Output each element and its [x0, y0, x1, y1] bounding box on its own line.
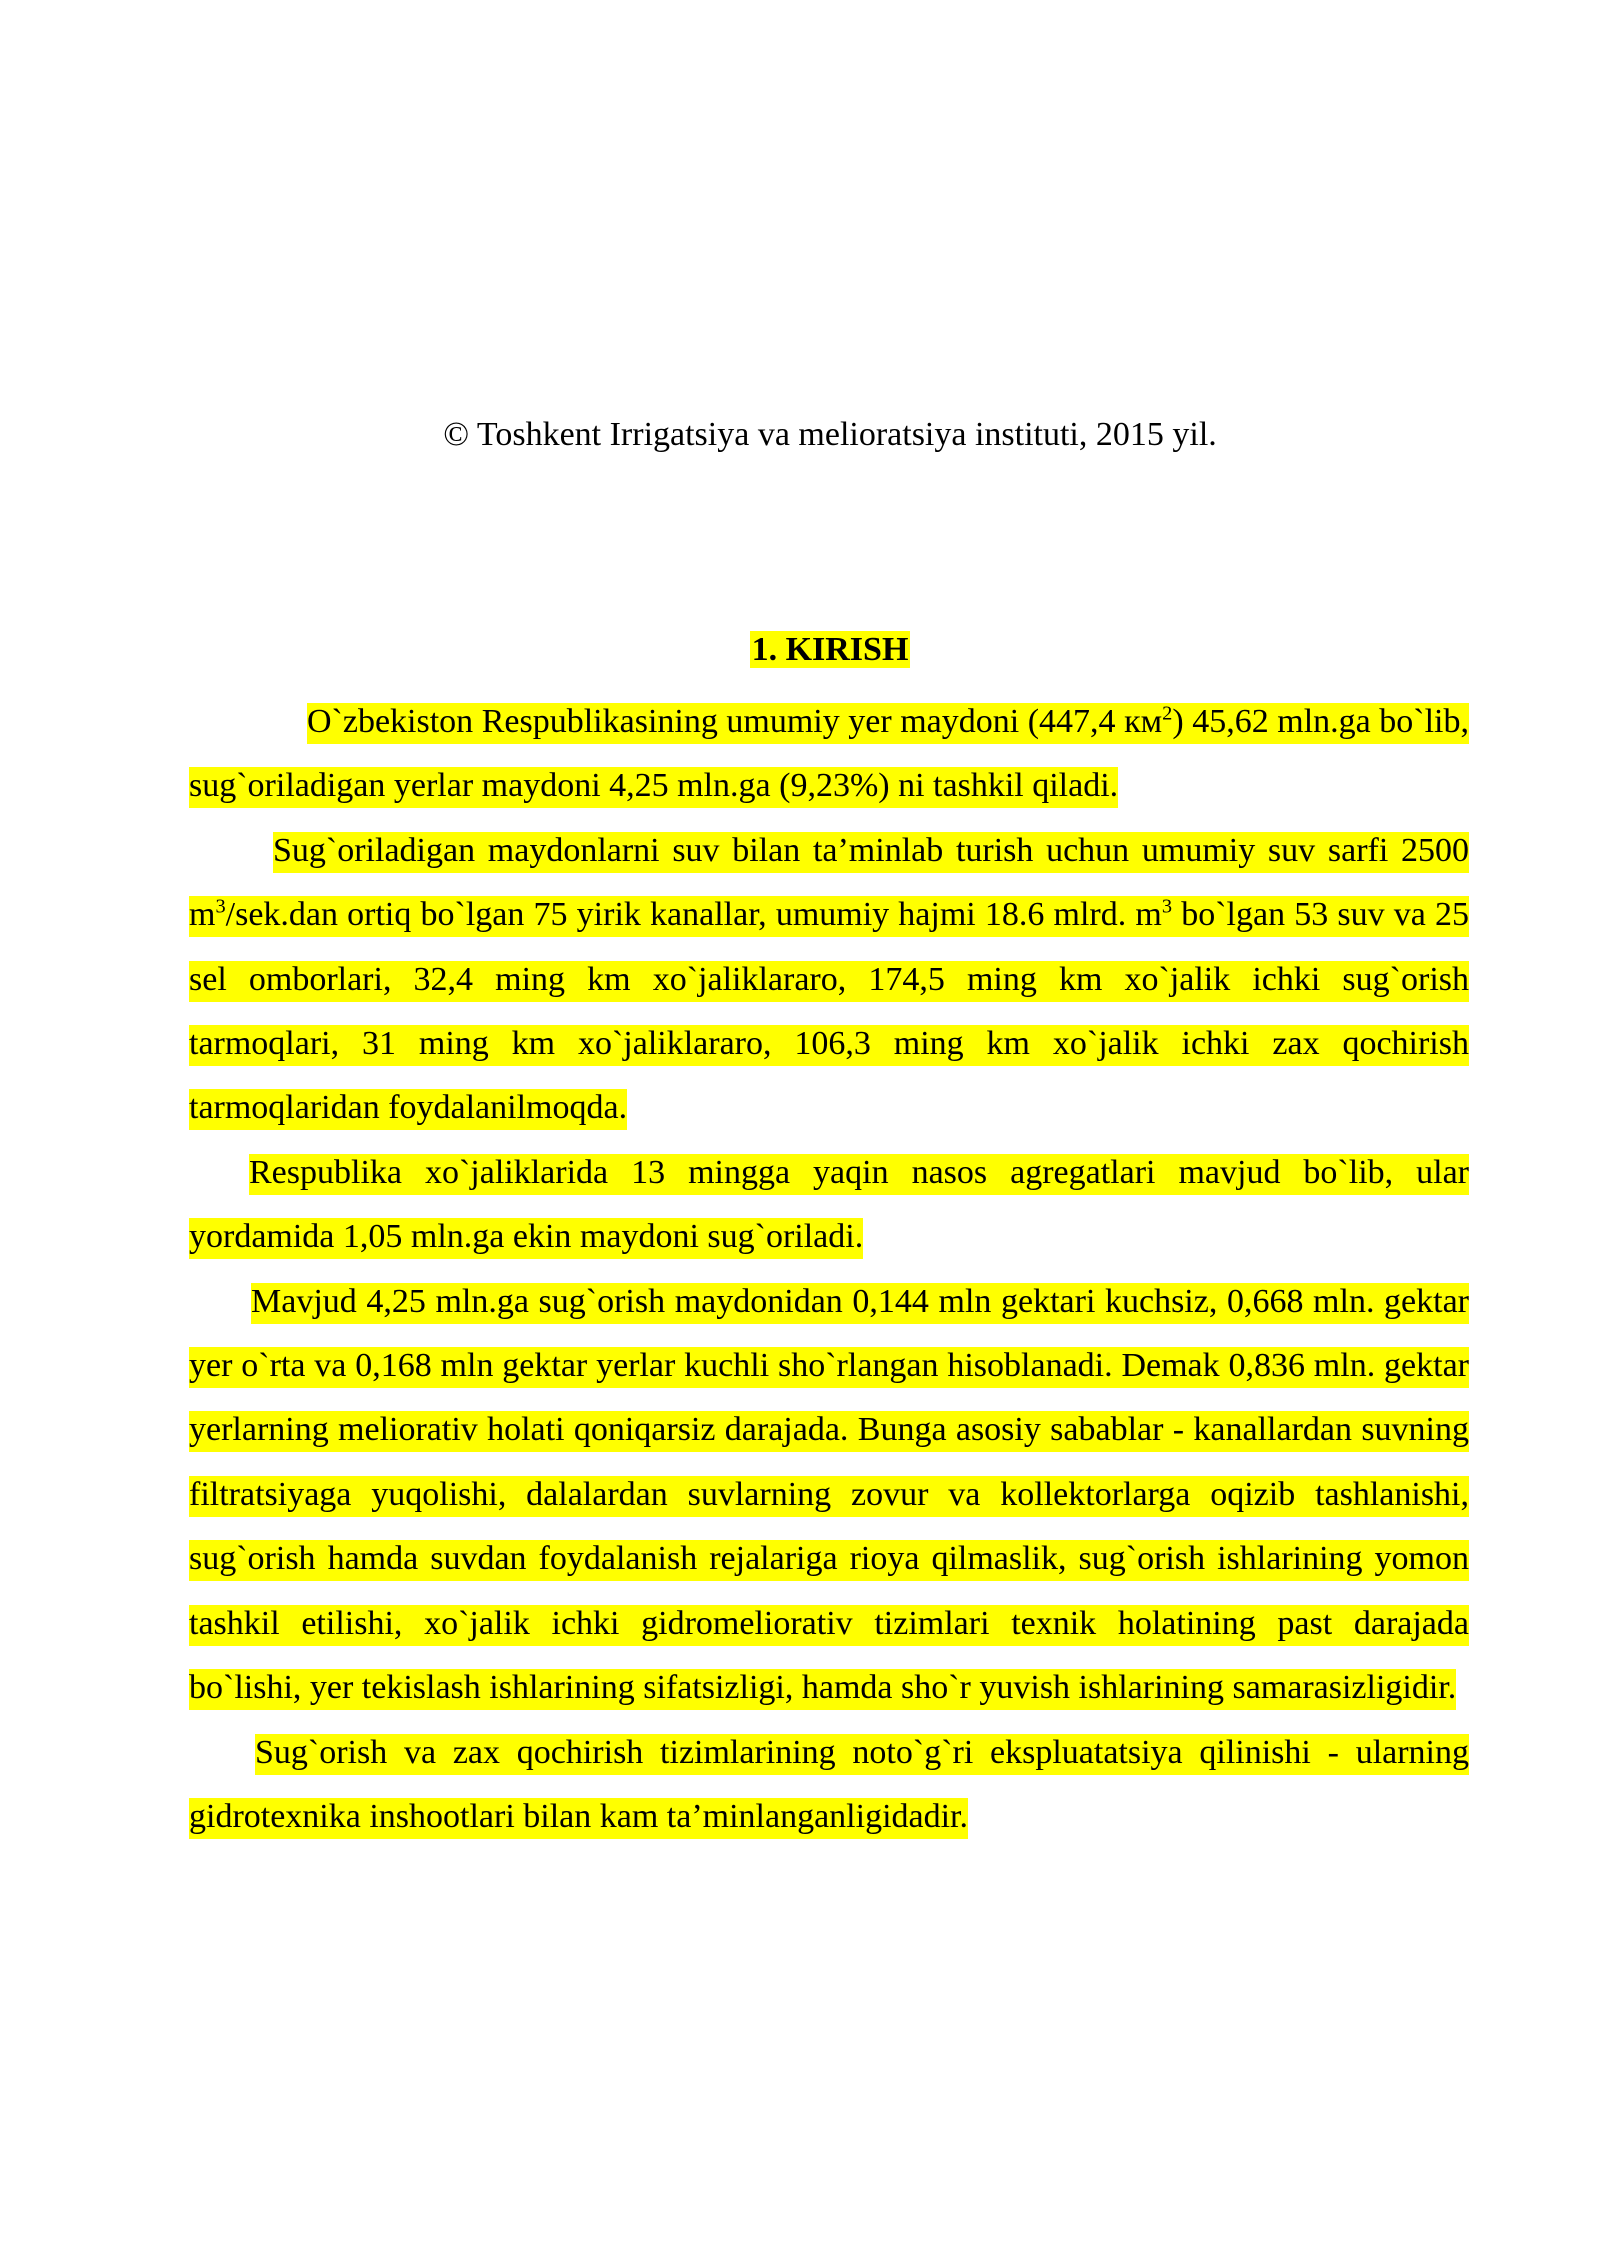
paragraph-5-text: Sug`orish va zax qochirish tizimlarining noto`g`ri ekspluatatsiya qilinishi - ularning gidrotexnika inshootlari bilan kam ta’minlanganligidadir.: [189, 1734, 1469, 1839]
paragraph-2-text-a: Sug`oriladigan maydonlarni suv bilan ta’minlab turish uchun umumiy suv sarfi 2500 m: [189, 831, 1469, 934]
section-heading: [0, 625, 1600, 675]
copyright-notice: © Toshkent Irrigatsiya va melioratsiya instituti, 2015 yil.: [443, 416, 1217, 453]
paragraph-3-text: Respublika xo`jaliklarida 13 mingga yaqin nasos agregatlari mavjud bo`lib, ular yordamida 1,05 mln.ga ekin maydoni sug`oriladi.: [189, 1154, 1469, 1259]
paragraph-1-highlight: [189, 703, 1469, 808]
paragraph-1-text-b: ) 45,62 mln.ga bo`lib, sug`oriladigan yerlar maydoni 4,25 mln.ga (9,23%) ni tashkil qiladi.: [189, 703, 1469, 805]
superscript-3-a: 3: [215, 895, 226, 918]
body-text: [189, 690, 1469, 1849]
paragraph-4-text: Mavjud 4,25 mln.ga sug`orish maydonidan 0,144 mln gektari kuchsiz, 0,668 mln. gektar yer o`rta va 0,168 mln gektar yerlar kuchli sho`rlangan hisoblanadi. Demak 0,836 mln. gektar yerlarning meliorativ holati qoniqarsiz darajada. Bunga asosiy sabablar - kanallardan suvning filtratsiyaga yuqolishi, dalalardan suvlarning zovur va kollektorlarga oqizib tashlanishi, sug`orish hamda suvdan foydalanish rejalariga rioya qilmaslik, sug`orish ishlarining yomon tashkil etilishi, xo`jalik ichki gidromeliorativ tizimlari texnik holatining past darajada bo`lishi, yer tekislash ishlarining sifatsizligi, hamda sho`r yuvish ishlarining samarasizligidir.: [189, 1283, 1469, 1710]
paragraph-2-highlight: [189, 832, 1469, 1131]
paragraph-2-text-c: bo`lgan 53 suv va 25 sel omborlari, 32,4 ming km xo`jaliklararo, 174,5 ming km xo`jalik ichki sug`orish tarmoqlari, 31 ming km xo`jaliklararo, 106,3 ming km xo`jalik ichki zax qochirish tarmoqlaridan foydalanilmoqda.: [189, 896, 1469, 1127]
paragraph-1-text-a: O`zbekiston Respublikasining umumiy yer maydoni (447,4 км: [307, 703, 1163, 740]
superscript-2: 2: [1162, 702, 1173, 725]
paragraph-5: [189, 1721, 1469, 1850]
paragraph-2-text-b: /sek.dan ortiq bo`lgan 75 yirik kanallar, umumiy hajmi 18.6 mlrd. m: [225, 896, 1162, 934]
paragraph-4: [189, 1270, 1469, 1721]
paragraph-1: [189, 690, 1469, 819]
paragraph-2: [189, 819, 1469, 1141]
superscript-3-b: 3: [1161, 895, 1173, 918]
section-heading-text: 1. KIRISH: [751, 631, 909, 668]
paragraph-3: [189, 1141, 1469, 1270]
